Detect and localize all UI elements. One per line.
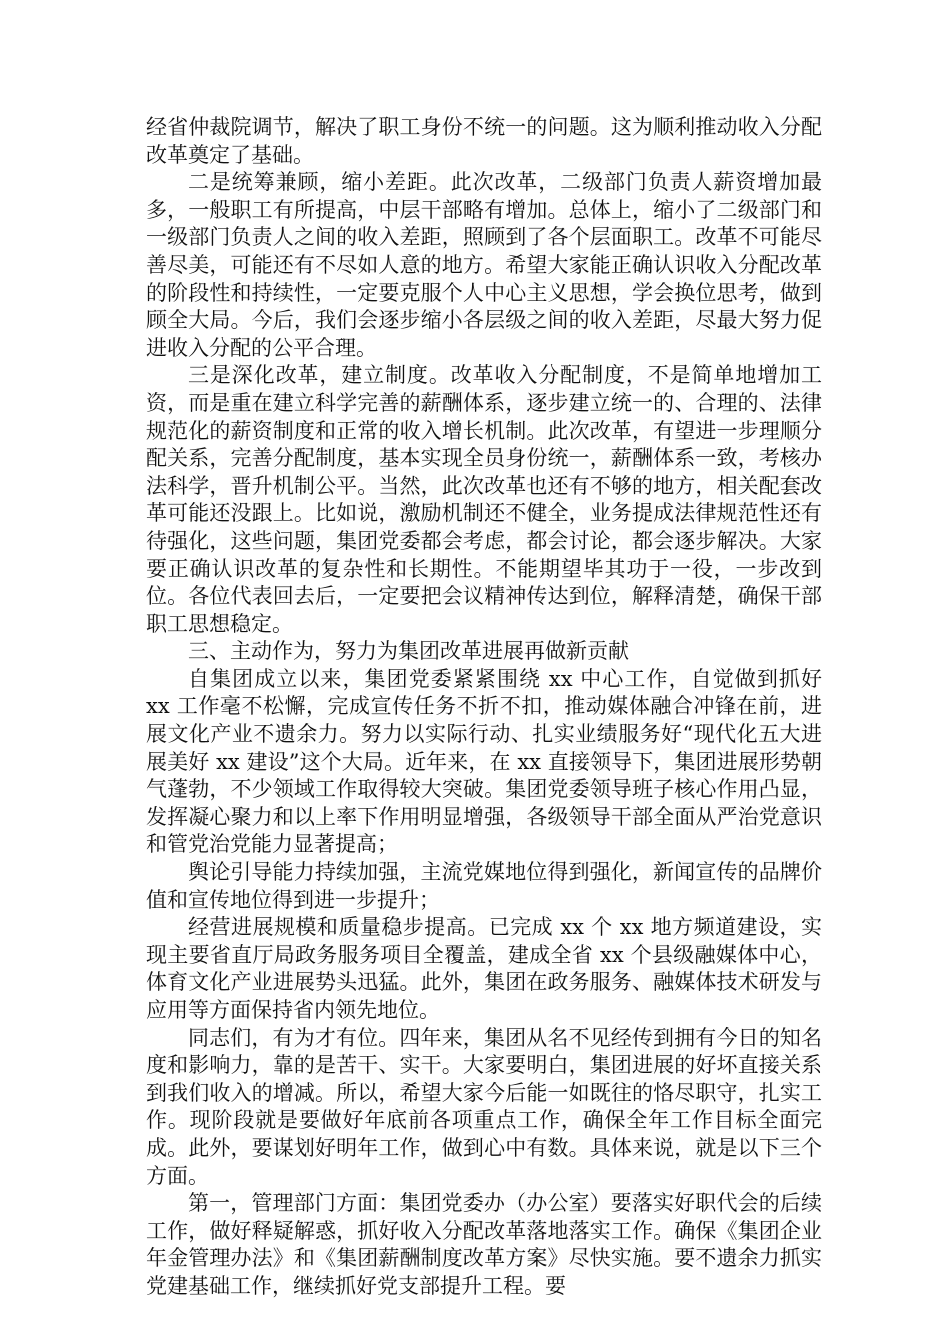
paragraph-operations: 经营进展规模和质量稳步提高。已完成 xx 个 xx 地方频道建设，实现主要省直厅局政务服务项目全覆盖，建成全省 xx 个县级融媒体中心，体育文化产业进展势头迅猛。此外，集团在政务服务、融媒体技术研发与应用等方面保持省内领先地位。 — [146, 915, 822, 1022]
paragraph-comrades: 同志们，有为才有位。四年来，集团从名不见经传到拥有今日的知名度和影响力，靠的是苦干、实干。大家要明白，集团进展的好坏直接关系到我们收入的增减。所以，希望大家今后能一如既往的恪尽职守，扎实工作。现阶段就是要做好年底前各项重点工作，确保全年工作目标全面完成。此外，要谋划好明年工作，做到心中有数。具体来说，就是以下三个方面。 — [146, 1025, 822, 1188]
paragraph-group-progress: 自集团成立以来，集团党委紧紧围绕 xx 中心工作，自觉做到抓好 xx 工作毫不松懈，完成宣传任务不折不扣，推动媒体融合冲锋在前，进展文化产业不遗余力。努力以实际行动、扎实业绩服务好“现代化五大进展美好 xx 建设”这个大局。近年来，在 xx 直接领导下，集团进展形势朝气蓬勃，不少领域工作取得较大突破。集团党委领导班子核心作用凸显，发挥凝心聚力和以上率下作用明显增强，各级领导干部全面从严治党意识和管党治党能力显著提高； — [146, 666, 822, 857]
paragraph-public-opinion: 舆论引导能力持续加强，主流党媒地位得到强化，新闻宣传的品牌价值和宣传地位得到进一步提升； — [146, 860, 822, 912]
document-body — [146, 114, 822, 1301]
paragraph-management: 第一，管理部门方面：集团党委办（办公室）要落实好职代会的后续工作，做好释疑解惑，抓好收入分配改革落地落实工作。确保《集团企业年金管理办法》和《集团薪酬制度改革方案》尽快实施。要不遗余力抓实党建基础工作，继续抓好党支部提升工程。要 — [146, 1191, 822, 1298]
paragraph-narrow-gap: 二是统筹兼顾，缩小差距。此次改革，二级部门负责人薪资增加最多，一般职工有所提高，中层干部略有增加。总体上，缩小了二级部门和一级部门负责人之间的收入差距，照顾到了各个层面职工。改革不可能尽善尽美，可能还有不尽如人意的地方。希望大家能正确认识收入分配改革的阶段性和持续性，一定要克服个人中心主义思想，学会换位思考，做到顾全大局。今后，我们会逐步缩小各层级之间的收入差距，尽最大努力促进收入分配的公平合理。 — [146, 170, 822, 360]
section-heading: 三、主动作为，努力为集团改革进展再做新贡献 — [188, 639, 629, 664]
paragraph-deepen-reform: 三是深化改革，建立制度。改革收入分配制度，不是简单地增加工资，而是重在建立科学完善的薪酬体系，逐步建立统一的、合理的、法律规范化的薪资制度和正常的收入增长机制。此次改革，有望进一步理顺分配关系，完善分配制度，基本实现全员身份统一，薪酬体系一致，考核办法科学，晋升机制公平。当然，此次改革也还有不够的地方，相关配套改革可能还没跟上。比如说，激励机制还不健全，业务提成法律规范性还有待强化，这些问题，集团党委都会考虑，都会讨论，都会逐步解决。大家要正确认识改革的复杂性和长期性。不能期望毕其功于一役，一步改到位。各位代表回去后，一定要把会议精神传达到位，解释清楚，确保干部职工思想稳定。 — [146, 363, 822, 636]
paragraph-continued: 经省仲裁院调节，解决了职工身份不统一的问题。这为顺利推动收入分配改革奠定了基础。 — [146, 115, 822, 167]
